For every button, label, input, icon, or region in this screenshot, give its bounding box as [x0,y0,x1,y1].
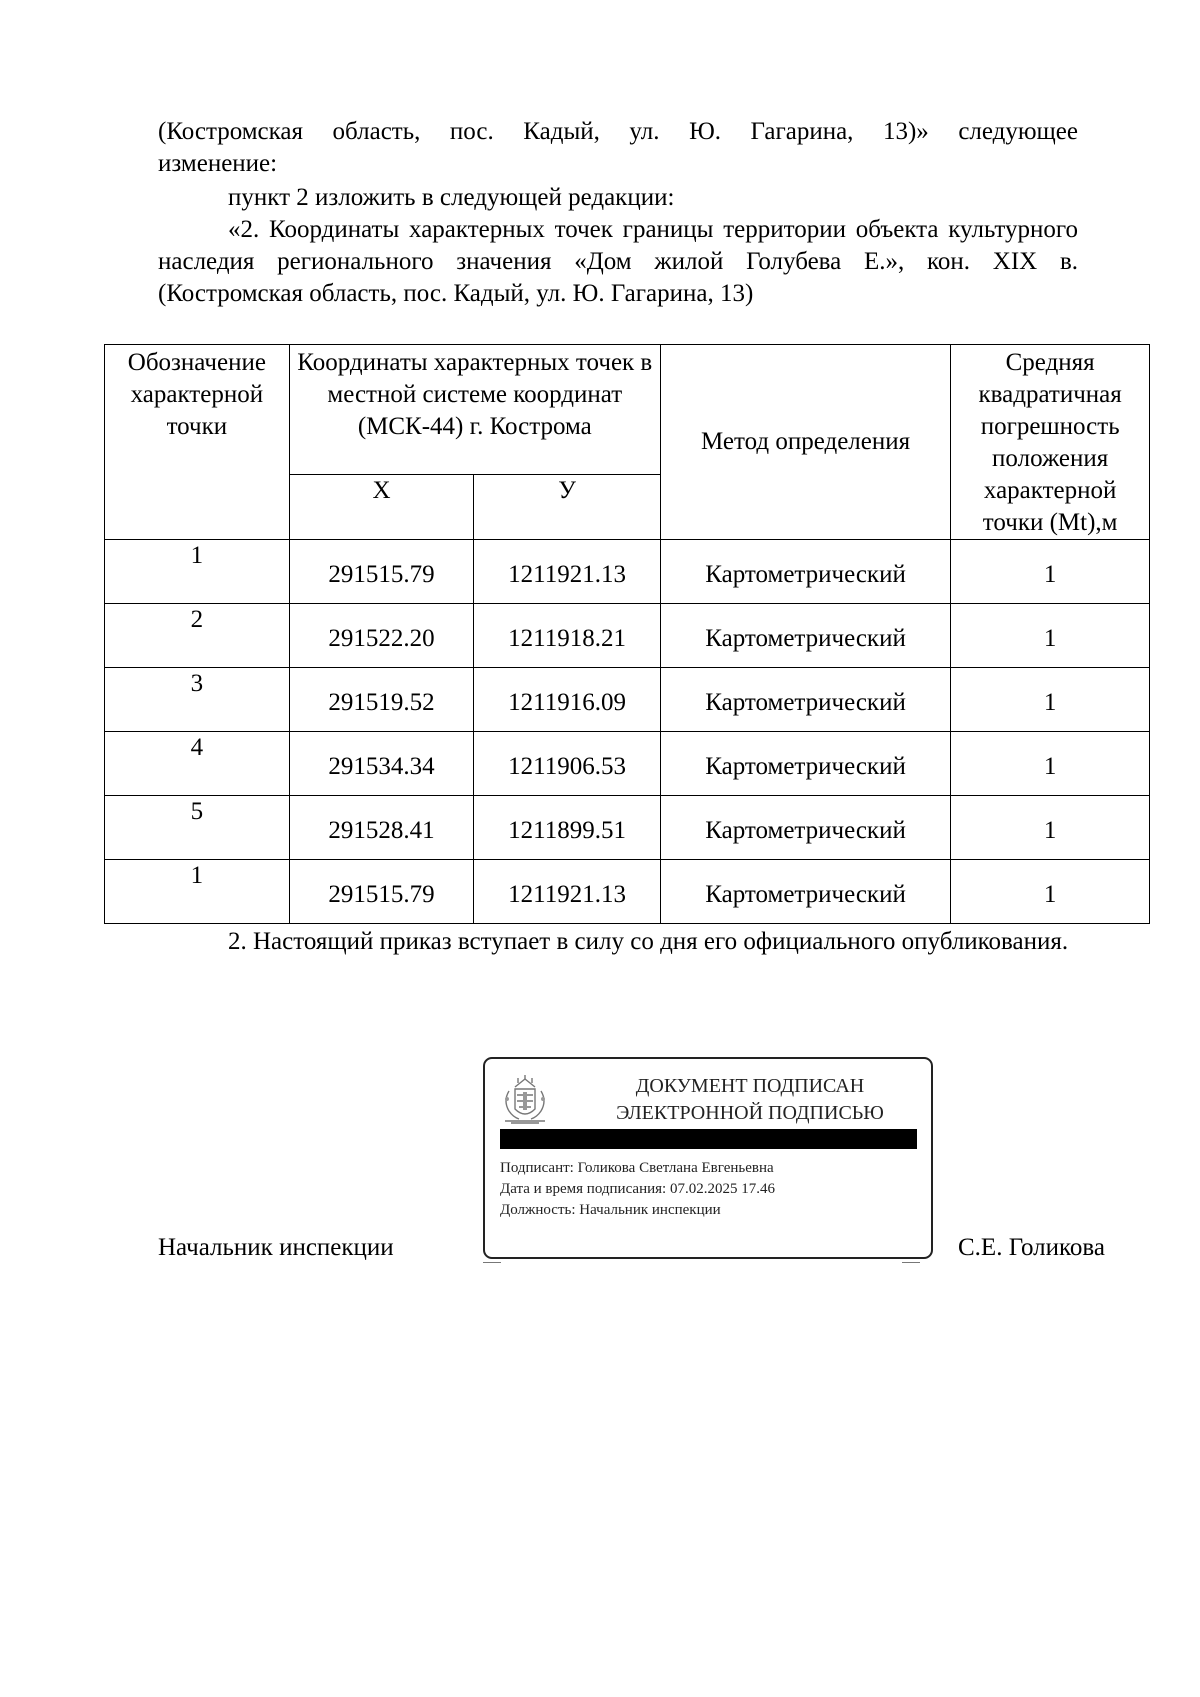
cell-point: 4 [105,732,290,796]
table-row [105,668,1150,732]
stamp-bar [500,1129,917,1149]
stamp-title-line-1: ДОКУМЕНТ ПОДПИСАН [635,1075,865,1097]
header-designation: Обозначение характерной точки [105,345,290,540]
table-row [105,860,1150,924]
cell-method: Картометрический [660,668,950,732]
cell-method: Картометрический [660,540,950,604]
table-row [105,540,1150,604]
coat-of-arms-icon [499,1073,551,1127]
stamp-tick [902,1262,920,1263]
cell-y: 1211921.13 [474,860,661,924]
header-method: Метод определения [660,345,950,540]
cell-x: 291522.20 [289,604,474,668]
intro-line-1: (Костромская область, пос. Кадый, ул. Ю. Гагарина, 13)» следующее [158,118,1078,145]
instruction-paragraph: пункт 2 изложить в следующей редакции: [228,184,675,211]
header-coordinates: Координаты характерных точек в местной системе координат (МСК-44) г. Кострома [289,345,660,475]
cell-y: 1211916.09 [474,668,661,732]
cell-point: 2 [105,604,290,668]
cell-error: 1 [951,732,1150,796]
cell-x: 291515.79 [289,860,474,924]
cell-error: 1 [951,668,1150,732]
cell-x: 291515.79 [289,540,474,604]
header-x: Х [289,475,474,540]
cell-point: 5 [105,796,290,860]
cell-method: Картометрический [660,860,950,924]
cell-y: 1211906.53 [474,732,661,796]
table-header-row [105,345,1150,475]
header-y: У [474,475,661,540]
cell-y: 1211918.21 [474,604,661,668]
cell-error: 1 [951,604,1150,668]
cell-error: 1 [951,540,1150,604]
table-row [105,604,1150,668]
stamp-position: Должность: Начальник инспекции [500,1202,721,1218]
cell-point: 1 [105,860,290,924]
cell-x: 291519.52 [289,668,474,732]
cell-method: Картометрический [660,796,950,860]
clause2-paragraph: 2. Настоящий приказ вступает в силу со дня его официального опубликования. [228,928,1069,955]
cell-method: Картометрический [660,732,950,796]
item2-paragraph: «2. Координаты характерных точек границы территории объекта культурного наследия регионального значения «Дом жилой Голубева Е.», кон. XIX в. (Костромская область, пос. Кадый, ул. Ю. Гагарина, 13) [158,216,1078,307]
cell-x: 291528.41 [289,796,474,860]
cell-error: 1 [951,796,1150,860]
header-error: Средняя квадратичная погрешность положения характерной точки (Mt),м [951,345,1150,540]
cell-point: 1 [105,540,290,604]
signatory-position: Начальник инспекции [158,1234,394,1261]
stamp-title-line-2: ЭЛЕКТРОННОЙ ПОДПИСЬЮ [616,1102,884,1124]
signatory-name: С.Е. Голикова [958,1234,1105,1261]
table-row [105,732,1150,796]
intro-paragraph [158,116,1078,180]
cell-point: 3 [105,668,290,732]
stamp-title [595,1073,905,1127]
intro-line-2: изменение: [158,150,278,177]
cell-method: Картометрический [660,604,950,668]
cell-error: 1 [951,860,1150,924]
e-signature-stamp [483,1057,933,1259]
coordinates-table [104,344,1150,924]
stamp-tick [483,1262,501,1263]
table-row [105,796,1150,860]
cell-y: 1211921.13 [474,540,661,604]
stamp-datetime: Дата и время подписания: 07.02.2025 17.46 [500,1181,775,1197]
stamp-signer: Подписант: Голикова Светлана Евгеньевна [500,1160,774,1176]
stamp-info [500,1158,775,1221]
cell-x: 291534.34 [289,732,474,796]
cell-y: 1211899.51 [474,796,661,860]
